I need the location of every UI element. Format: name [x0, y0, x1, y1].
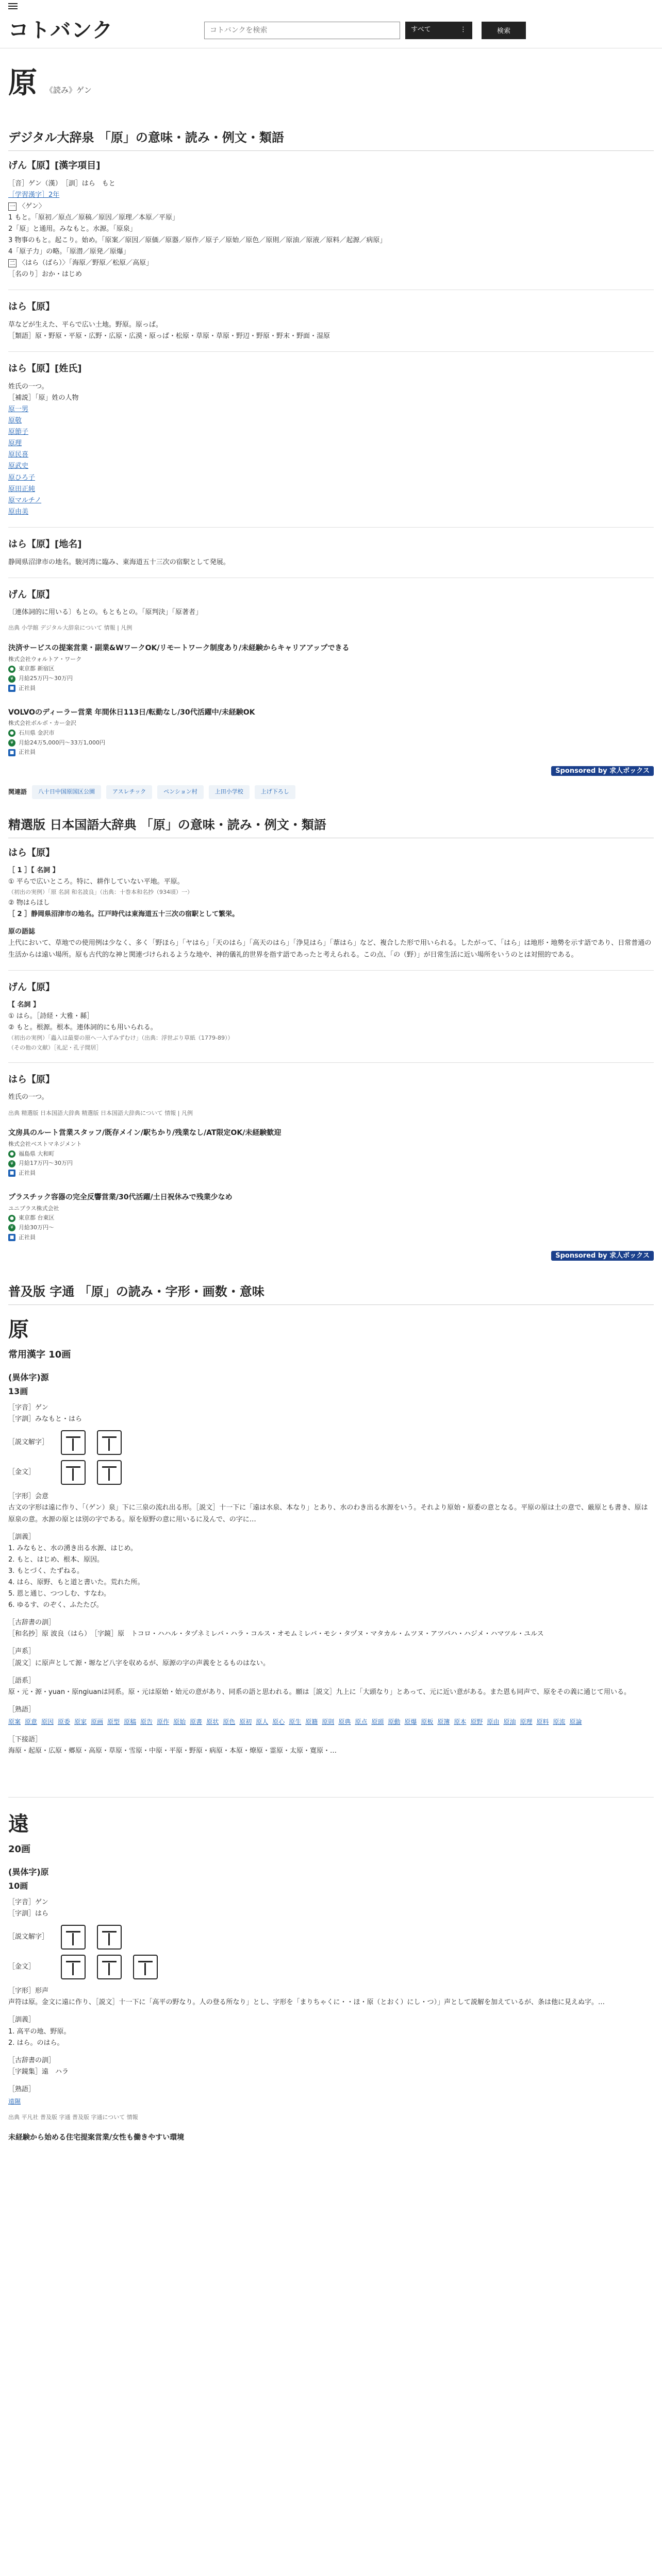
- menu-icon[interactable]: [8, 3, 18, 9]
- entry-heading: はら【原】: [8, 301, 55, 313]
- ad-type-text: 正社員: [19, 749, 36, 756]
- ad-list: [0, 638, 662, 761]
- ad-location: [8, 1149, 654, 1159]
- briefcase-icon: ■: [8, 749, 15, 756]
- ad-company: 株式会社ウォルトア・ワーク: [8, 655, 82, 663]
- divider: [8, 970, 654, 971]
- compound-link[interactable]: 原流: [553, 1718, 566, 1725]
- compound-link[interactable]: 原油: [503, 1718, 516, 1725]
- compound-link[interactable]: 原型: [107, 1718, 120, 1725]
- entry-line: ［ 1 ］【 名詞 】: [8, 867, 59, 875]
- compound-link[interactable]: 原書: [190, 1718, 203, 1725]
- bronze-script-icon: [61, 1460, 86, 1485]
- ad-pay: [8, 738, 654, 748]
- compound-link[interactable]: 原動: [388, 1718, 401, 1725]
- compound-link[interactable]: 原稿: [124, 1718, 137, 1725]
- ad-title[interactable]: VOLVOのディーラー営業 年間休日113日/転勤なし/30代活躍中/未経験OK: [8, 708, 255, 717]
- field-heading: ［声系］: [8, 1648, 36, 1656]
- compound-link[interactable]: 原由: [487, 1718, 500, 1725]
- ad-location-text: 福島県 大和町: [19, 1150, 55, 1157]
- square-icon: 一: [8, 202, 16, 211]
- compound-link[interactable]: 原点: [355, 1718, 368, 1725]
- ad-item[interactable]: [8, 703, 654, 762]
- search-scope-label: すべて: [411, 26, 431, 34]
- field-body: ［字鏡集］遠 ハラ: [8, 2067, 69, 2076]
- compound-link[interactable]: 原簿: [437, 1718, 450, 1725]
- field-body: 海原・起原・広原・郷原・高原・草原・雪原・中原・平原・野原・病原・本原・燎原・霊原・太原・寛原・…: [8, 1747, 337, 1755]
- meaning-list: [0, 2026, 662, 2049]
- kanji-strokes: 20画: [8, 1844, 31, 1855]
- compound-link[interactable]: 原初: [239, 1718, 252, 1725]
- entry-citation: （初出の実例）「蟲入は最要の原へ一入ずみずむけ」（出典：浮世ぶり草紙（1779-89））: [8, 1035, 234, 1042]
- section-title-daijisen: デジタル大辞泉 「原」の意味・読み・例文・類語: [8, 121, 654, 151]
- related-words: [8, 785, 654, 799]
- briefcase-icon: ■: [8, 685, 15, 692]
- ad-pay: [8, 1159, 654, 1168]
- ad-item[interactable]: [8, 638, 654, 698]
- person-link[interactable]: 原敬: [8, 417, 22, 425]
- entry-citation: （初出の実例）「原 名詞 和名波良」（出典：十巻本和名抄（934頃）一）: [8, 889, 193, 896]
- entry-line: 姓氏の一つ。: [8, 1093, 48, 1101]
- person-link[interactable]: 原一男: [8, 405, 29, 413]
- meaning-item: 1. 高平の地、野原。: [8, 2027, 71, 2036]
- ad-type: [8, 1233, 654, 1243]
- entry-heading: はら【原】: [8, 1074, 55, 1085]
- meaning-item: 5. 恩と通じ、つつしむ、すなわ。: [8, 1590, 111, 1598]
- variant-strokes: 13画: [8, 1386, 28, 1396]
- search-button[interactable]: 検索: [482, 22, 526, 39]
- person-link[interactable]: 原マルチノ: [8, 496, 42, 504]
- related-label: 関連語: [8, 788, 27, 796]
- ad-location: [8, 728, 654, 738]
- meaning-item: 6. ゆるす、のぞく、ふたたび。: [8, 1601, 103, 1609]
- entry-heading: はら【原】[姓氏]: [8, 363, 82, 375]
- word-title: [0, 48, 662, 112]
- person-link[interactable]: 原ひろ子: [8, 473, 36, 482]
- entry-line: 1 もと。「原初／原点／原稿／原因／原理／本原／平原」: [8, 213, 179, 222]
- chevron-down-icon: ⋮: [460, 26, 467, 34]
- field-body: 声符は原。金文に遠に作り、［説文］十一下に「高平の野なり。人の登る所なり」とし、字形を「まりちゃくに・・ほ・原（とおく）にし・つ）」声として説解を加えているが、条は他に見えぬ字。…: [8, 1998, 605, 2007]
- entry-line: 二 〈はら（ばら）〉「海原／野原／松原／高原」: [8, 258, 654, 269]
- meaning-item: 2. もと、はじめ、根本、原因。: [8, 1555, 104, 1564]
- sponsor-line: Sponsored by 求人ボックス: [8, 766, 654, 777]
- kanji-display: 原: [8, 1318, 29, 1342]
- entry-citation: （その他の文献）［礼記・孔子閒居］: [8, 1044, 102, 1052]
- field-heading: ［字形］会意: [8, 1493, 49, 1501]
- ad-pay: [8, 1223, 654, 1233]
- field-heading: ［熟語］: [8, 1705, 36, 1714]
- field-heading: ［訓義］: [8, 1533, 36, 1541]
- section-title-nikkoku: 精選版 日本国語大辞典 「原」の意味・読み・例文・類語: [8, 808, 654, 838]
- ad-location-text: 石川県 金沢市: [19, 730, 55, 737]
- ad-location-text: 東京都 台東区: [19, 1214, 55, 1222]
- field-heading: ［訓義］: [8, 2016, 36, 2024]
- seal-script-icon: [61, 1430, 86, 1455]
- location-pin-icon: ●: [8, 1215, 15, 1222]
- ad-list: [0, 1123, 662, 1246]
- ad-item[interactable]: [8, 1188, 654, 1247]
- entry-line: ［類語］原・野原・平原・広野・広原・広漠・原っぱ・松原・草原・草原・野辺・野原・野末・野面・湿原: [8, 332, 330, 341]
- person-link[interactable]: 原節子: [8, 428, 29, 436]
- ad-location: [8, 664, 654, 674]
- person-link[interactable]: 原田正純: [8, 485, 36, 493]
- location-pin-icon: ●: [8, 666, 15, 673]
- compound-link[interactable]: 原爆: [404, 1718, 417, 1725]
- compound-link[interactable]: 原因: [41, 1718, 54, 1725]
- related-chip[interactable]: アスレチック: [106, 785, 152, 799]
- on-reading: ［字音］ゲン: [8, 1404, 48, 1412]
- ad-type: [8, 748, 654, 757]
- ad-type: [8, 684, 654, 693]
- kanji-display: 遠: [8, 1812, 29, 1837]
- bronze-script-icon: [133, 1955, 158, 1979]
- compound-link[interactable]: 原心: [272, 1718, 285, 1725]
- entry-line: ① 平らで広いところ。特に、耕作していない平地。平原。: [8, 878, 184, 886]
- entry-line: ［音］ゲン（漢） ［訓］はら もと: [8, 179, 115, 188]
- compound-link[interactable]: 原状: [206, 1718, 219, 1725]
- field-heading: ［古辞書の訓］: [8, 1619, 56, 1627]
- field-body: 原・元・源・yuan・原ngiuanは同系。原・元は原始・始元の意があり、同系の語と思われる。願は［説文］九上に「大頭なり」とあって、元に近い意がある。また恩も同声で、原をその義に通じて用いる。: [8, 1688, 631, 1696]
- headword: 原: [8, 66, 37, 100]
- person-link[interactable]: 原民喜: [8, 451, 29, 459]
- entry-heading: げん【原】[漢字項目]: [8, 160, 101, 171]
- related-chips: [32, 785, 295, 799]
- bronze-script-icon: [97, 1955, 122, 1979]
- person-link[interactable]: 原武史: [8, 462, 29, 470]
- entry-line: ［名のり］おか・はじめ: [8, 270, 82, 279]
- ad-location-text: 東京都 新宿区: [19, 665, 55, 672]
- compound-link[interactable]: 原始: [173, 1718, 186, 1725]
- briefcase-icon: ■: [8, 1234, 15, 1241]
- related-chip[interactable]: 上げ下ろし: [255, 785, 295, 799]
- meaning-list: [0, 1543, 662, 1612]
- compound-link[interactable]: 原籍: [305, 1718, 318, 1725]
- seal-script-icon: [61, 1925, 86, 1950]
- field-heading: ［字形］形声: [8, 1987, 49, 1995]
- related-chip[interactable]: 上田小学校: [209, 785, 250, 799]
- variant-strokes: 10画: [8, 1880, 28, 1891]
- person-link[interactable]: 原理: [8, 439, 22, 448]
- spacer: [0, 1757, 662, 1788]
- ad-type-text: 正社員: [19, 1170, 36, 1177]
- compound-link[interactable]: 原野: [470, 1718, 483, 1725]
- ad-pay-text: 月給17万円〜30万円: [19, 1160, 73, 1167]
- on-reading: ［字音］ゲン: [8, 1899, 48, 1907]
- entry-line[interactable]: ［学習漢字］2年: [8, 191, 60, 199]
- entry-line: 【 名詞 】: [8, 1001, 40, 1009]
- kanji-grade: 常用漢字 10画: [8, 1349, 71, 1361]
- ad-item[interactable]: [8, 1123, 654, 1182]
- field-heading: ［熟語］: [8, 2085, 36, 2093]
- search-scope-select[interactable]: [405, 22, 472, 39]
- compound-link[interactable]: 原作: [157, 1718, 170, 1725]
- site-header: [0, 12, 662, 48]
- entry-line: ［補説］「原」姓の人物: [8, 394, 79, 402]
- bronze-script-icon: [61, 1955, 86, 1979]
- shuowen-row: ［説文解字］: [8, 1925, 654, 1950]
- ad-pay-text: 月給24万5,000円〜33万1,000円: [19, 739, 105, 746]
- ad-title[interactable]: 決済サービスの提案営業・副業&WワークOK/リモートワーク制度あり/未経験からキャリアアップできる: [8, 643, 350, 652]
- meaning-item: 2. はら。のはら。: [8, 2039, 64, 2047]
- meaning-item: 1. みなもと、水の湧き出る水源、はじめ。: [8, 1544, 138, 1552]
- source-note: 出典 精選版 日本国語大辞典 精選版 日本国語大辞典について 情報 | 凡例: [8, 1109, 193, 1116]
- variant-heading: (異体字)原: [8, 1867, 49, 1877]
- compound-link[interactable]: 原色: [223, 1718, 236, 1725]
- compound-link[interactable]: 原本: [454, 1718, 467, 1725]
- variant-heading: (異体字)源: [8, 1372, 49, 1382]
- meaning-item: 4. はら、原野、もと道と書いた。荒れた所。: [8, 1579, 144, 1587]
- entry-line: 姓氏の一つ。: [8, 382, 48, 391]
- entry-line: ［ 2 ］静岡県沼津市の地名。江戸時代は東海道五十三次の宿駅として繁栄。: [8, 910, 239, 919]
- entry-note: 上代において、草地での使用例は少なく、多く「野ほら」「ヤはら」「天のはら」「高天のはら」「浄見はら」「葦はら」など、複合した形で用いられる。したがって、「はら」は地形・地勢を示す語であり、日常普通の生活からは遠い場所。原も古代的な神と関連づけられるような地や、神的儀礼的世界を指す語であったと考えられる。この点、「の（野）」が日常生活に近い場所をいうのとは対照的である。: [8, 939, 652, 959]
- ad-pay: [8, 674, 654, 684]
- field-body: 古文の字形は遠に作り、「（ゲン）泉」下に三泉の流れ出る形。［説文］十一下に「遠は水泉、本なり」とあり、水のわき出る水源をいう。それより原始・原委の意となる。平原の原は土の意で、厳原とも書き、原は原泉の意。水源の原とは別の字である。原を原野の意に用いるに及んで、の字に…: [8, 1504, 648, 1523]
- compound-link[interactable]: 原告: [140, 1718, 153, 1725]
- compound-list: [8, 1716, 654, 1728]
- compound-link[interactable]: 原委: [58, 1718, 71, 1725]
- compound-link[interactable]: 原論: [569, 1718, 582, 1725]
- seal-script-icon: [97, 1430, 122, 1455]
- ad-pay-text: 月給30万円〜: [19, 1224, 54, 1231]
- related-chip[interactable]: 八十日中国原国区公園: [32, 785, 101, 799]
- section-title-jitsu: 普及版 字通 「原」の読み・字形・画数・意味: [8, 1275, 654, 1305]
- compound-link[interactable]: 原則: [322, 1718, 335, 1725]
- ad-company: 株式会社ベストマネジメント: [8, 1141, 82, 1148]
- ad-type-text: 正社員: [19, 1233, 36, 1241]
- ad-company: ユニプラス株式会社: [8, 1205, 59, 1212]
- related-chip[interactable]: ペンション村: [157, 785, 204, 799]
- entry-heading: げん【原】: [8, 981, 55, 993]
- ad-type: [8, 1168, 654, 1178]
- square-icon: 二: [8, 259, 16, 267]
- entry-line: 2「原」と通用。みなもと。水源。「原泉」: [8, 225, 137, 233]
- source-note: 出典 小学館 デジタル大辞泉について 情報 | 凡例: [8, 624, 133, 632]
- source-note: 出典 平凡社 普及版 字通 普及版 字通について 情報: [8, 2114, 138, 2121]
- compound-link[interactable]: 原板: [421, 1718, 434, 1725]
- ad-pay-text: 月給25万円〜30万円: [19, 675, 73, 682]
- compound-link[interactable]: 原意: [25, 1718, 38, 1725]
- headword-reading: 《読み》ゲン: [45, 86, 92, 95]
- entry-line: 4「原子力」の略。「原潜／原発／原爆」: [8, 248, 130, 256]
- people-list: [0, 404, 662, 518]
- entry-line: ① はら。［詩経・大雅・縣］: [8, 1012, 94, 1021]
- ad-type-text: 正社員: [19, 684, 36, 691]
- entry-note-heading: 原の語誌: [8, 928, 36, 936]
- entry-line: ② もと。根源。根本。連体詞的にも用いられる。: [8, 1024, 157, 1032]
- entry-line: 草などが生えた、平らで広い土地。野原。原っぱ。: [8, 321, 162, 329]
- entry-line: 3 物事のもと。起こり。始め。「原案／原因／原価／原器／原作／原子／原始／原色／原則／原油／原液／原料／起源／病原」: [8, 236, 387, 245]
- field-heading: ［古辞書の訓］: [8, 2056, 56, 2064]
- divider: [8, 1062, 654, 1063]
- kun-reading: ［字訓］みなもと・はら: [8, 1415, 82, 1423]
- divider: [8, 527, 654, 528]
- sponsor-line: Sponsored by 求人ボックス: [8, 1250, 654, 1262]
- compound-link[interactable]: 原理: [520, 1718, 533, 1725]
- yen-icon: ¥: [8, 739, 15, 747]
- entry-line: 一 〈ゲン〉: [8, 201, 654, 212]
- field-heading: ［下接語］: [8, 1735, 42, 1743]
- briefcase-icon: ■: [8, 1170, 15, 1177]
- ad-title[interactable]: 文房具のルート営業スタッフ/既存メイン/駅ちかり/残業なし/AT限定OK/未経験歓迎: [8, 1129, 282, 1138]
- yen-icon: ¥: [8, 1224, 15, 1231]
- person-link[interactable]: 原由美: [8, 507, 29, 516]
- compound-list: [8, 2095, 654, 2108]
- entry-line: ② 物はらほし: [8, 899, 50, 907]
- divider: [8, 351, 654, 352]
- location-pin-icon: ●: [8, 1150, 15, 1158]
- compound-link[interactable]: 原人: [256, 1718, 269, 1725]
- ad-title[interactable]: プラスチック容器の完全反響営業/30代活躍/土日祝休みで残業少なめ: [8, 1193, 233, 1201]
- field-body: ［説文］に原声として源・塬など八字を収めるが、原源の字の声義をとるものはない。: [8, 1659, 270, 1667]
- entry-line: 静岡県沼津市の地名。駿河湾に臨み、東海道五十三次の宿駅として発展。: [8, 558, 230, 566]
- entry-heading: はら【原】: [8, 847, 55, 858]
- yen-icon: ¥: [8, 1160, 15, 1167]
- field-body: ［和名抄］原 波良（はら） ［字鏡］原 トコロ・ハハル・タヅネミレバ・ハラ・コルス・オモムミレバ・モシ・タヅヌ・マタカル・ムツヌ・アツバハ・ハジメ・ハマツル・ユルス: [8, 1630, 544, 1638]
- compound-link[interactable]: 原頭: [371, 1718, 384, 1725]
- seal-script-icon: [97, 1925, 122, 1950]
- top-bar: [0, 0, 662, 12]
- meaning-item: 3. もとづく、たずねる。: [8, 1567, 84, 1575]
- compound-link[interactable]: 原生: [289, 1718, 302, 1725]
- entry-heading: はら【原】[地名]: [8, 538, 82, 550]
- ad-company: 株式会社ボルボ・カー金沢: [8, 720, 76, 727]
- entry-line: 〔連体詞的に用いる〕もとの。もともとの。「原判決」「原著者」: [8, 608, 202, 617]
- compound-link[interactable]: 遠隰: [8, 2098, 21, 2106]
- site-logo[interactable]: コトバンク: [8, 18, 113, 42]
- kun-reading: ［字訓］はら: [8, 1910, 49, 1918]
- shuowen-row: ［説文解字］: [8, 1430, 654, 1455]
- kinbun-row: ［金文］: [8, 1955, 654, 1979]
- kinbun-row: ［金文］: [8, 1460, 654, 1485]
- compound-link[interactable]: 原画: [91, 1718, 104, 1725]
- field-heading: ［語系］: [8, 1676, 36, 1685]
- bronze-script-icon: [97, 1460, 122, 1485]
- entry-heading: げん【原】: [8, 589, 55, 600]
- search-input[interactable]: [204, 22, 400, 39]
- compound-link[interactable]: 原案: [8, 1718, 21, 1725]
- ad-location: [8, 1213, 654, 1223]
- divider: [8, 1797, 654, 1798]
- ad-item[interactable]: 未経験から始める住宅提案営業/女性も働きやすい環境: [8, 2133, 185, 2142]
- compound-link[interactable]: 原料: [536, 1718, 549, 1725]
- compound-link[interactable]: 原家: [74, 1718, 87, 1725]
- yen-icon: ¥: [8, 675, 15, 683]
- location-pin-icon: ●: [8, 730, 15, 737]
- compound-link[interactable]: 原典: [338, 1718, 351, 1725]
